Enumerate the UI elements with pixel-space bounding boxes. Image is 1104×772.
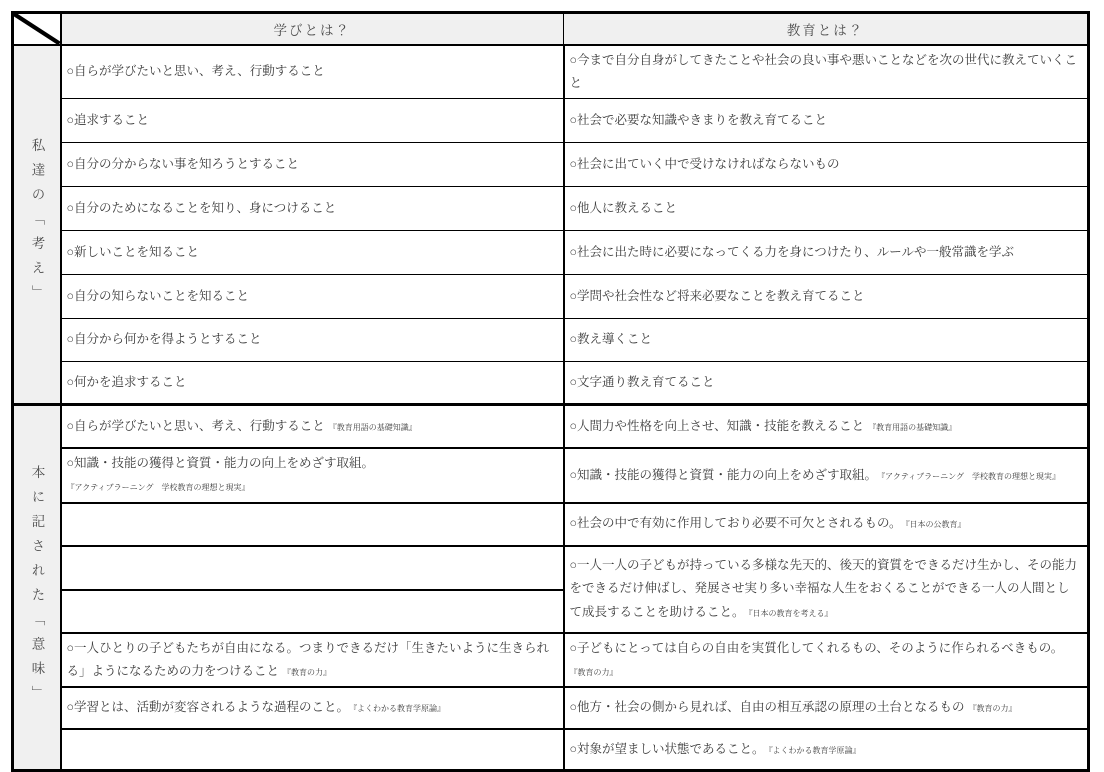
cell-learning-empty — [61, 546, 564, 590]
cell-education — [564, 142, 1089, 186]
cell-text: ○社会に出ていく中で受けなければならないもの — [569, 156, 840, 171]
cell-learning-empty — [61, 590, 564, 633]
cell-learning — [61, 45, 564, 99]
cell-text: ○他人に教えること — [569, 200, 678, 215]
diagonal-line-icon — [14, 14, 60, 44]
cell-text: ○一人一人の子どもが持っている多様な先天的、後天的資質をできるだけ生かし、その能力をできるだけ伸ばし、発展させ実り多い幸福な人生をおくることができる一人の人間として成長することを助けること。 — [569, 558, 1078, 619]
cell-learning — [61, 274, 564, 318]
cell-education — [564, 687, 1089, 729]
cell-education — [564, 729, 1089, 771]
cell-education — [564, 318, 1089, 361]
cell-learning — [61, 186, 564, 230]
table-row — [13, 687, 1089, 729]
cell-education-merged — [564, 546, 1089, 633]
cell-text: ○自らが学びたいと思い、考え、行動すること — [66, 64, 325, 79]
table-row — [13, 546, 1089, 590]
cell-text: ○何かを追求すること — [66, 374, 187, 389]
header-row — [13, 13, 1089, 45]
citation-label: 『よくわかる教育学原論』 — [768, 745, 861, 755]
cell-text: ○新しいことを知ること — [66, 244, 200, 259]
cell-education — [564, 503, 1089, 546]
table-row — [13, 98, 1089, 142]
cell-education — [564, 230, 1089, 274]
cell-text: ○文字通り教え育てること — [569, 374, 715, 389]
cell-text: ○社会の中で有効に作用しており必要不可欠とされるもの。 — [569, 516, 902, 531]
table-row — [13, 142, 1089, 186]
cell-text: ○社会に出た時に必要になってくる力を身につけたり、ルールや一般常識を学ぶ — [569, 244, 1015, 259]
table-row — [13, 186, 1089, 230]
cell-text: ○知識・技能の獲得と資質・能力の向上をめざす取組。 — [66, 456, 375, 471]
row-group-label: 私達の「考え」 — [29, 138, 45, 310]
citation-label: 『よくわかる教育学原論』 — [353, 704, 446, 714]
cell-education — [564, 45, 1089, 99]
table-row — [13, 404, 1089, 448]
comparison-table — [11, 11, 1090, 772]
citation-label: 『教育用語の基礎知識』 — [868, 422, 957, 432]
cell-text: ○自分の分からない事を知ろうとすること — [66, 156, 300, 171]
table-row — [13, 318, 1089, 361]
citation-label: 『教育の力』 — [283, 667, 332, 677]
cell-text: ○社会で必要な知識やきまりを教え育てること — [569, 112, 828, 127]
table-row — [13, 45, 1089, 99]
cell-text: ○知識・技能の獲得と資質・能力の向上をめざす取組。 — [569, 467, 878, 482]
cell-education — [564, 186, 1089, 230]
cell-learning — [61, 687, 564, 729]
cell-education — [564, 98, 1089, 142]
table-row — [13, 729, 1089, 771]
cell-learning — [61, 404, 564, 448]
table-row — [13, 361, 1089, 404]
row-group-header-book-meanings — [13, 404, 61, 771]
cell-learning — [61, 633, 564, 687]
cell-text: ○自分のためになることを知り、身につけること — [66, 200, 337, 215]
cell-text: ○追求すること — [66, 112, 150, 127]
table-row — [13, 503, 1089, 546]
cell-text: ○対象が望ましい状態であること。 — [569, 741, 765, 756]
cell-learning — [61, 361, 564, 404]
cell-learning — [61, 142, 564, 186]
citation-label: 『アクティブラーニング 学校教育の理想と現実』 — [70, 483, 250, 493]
column-header-education: 教育とは？ — [564, 13, 1089, 45]
table-row — [13, 633, 1089, 687]
table-row — [13, 230, 1089, 274]
cell-learning — [61, 318, 564, 361]
cell-text: ○学習とは、活動が変容されるような過程のこと。 — [66, 700, 350, 715]
cell-text: ○子どもにとっては自らの自由を実質化してくれるもの、そのように作られるべきもの。 — [569, 640, 1064, 655]
cell-text: ○自分から何かを得ようとすること — [66, 332, 262, 347]
cell-learning-empty — [61, 503, 564, 546]
cell-learning-empty — [61, 729, 564, 771]
citation-label: 『教育の力』 — [968, 704, 1017, 714]
row-group-label: 本に記された「意味」 — [29, 465, 45, 710]
cell-learning — [61, 230, 564, 274]
cell-text: ○教え導くこと — [569, 332, 653, 347]
cell-text: ○他方・社会の側から見れば、自由の相互承認の原理の土台となるもの — [569, 700, 965, 715]
citation-label: 『教育の力』 — [573, 667, 618, 677]
table-row — [13, 274, 1089, 318]
citation-label: 『日本の公教育』 — [905, 520, 966, 530]
cell-text: ○人間力や性格を向上させ、知識・技能を教えること — [569, 418, 865, 433]
corner-cell — [13, 13, 61, 45]
row-group-header-our-thoughts — [13, 45, 61, 405]
cell-education — [564, 633, 1089, 687]
citation-label: 『アクティブラーニング 学校教育の理想と現実』 — [881, 471, 1061, 481]
cell-learning — [61, 448, 564, 502]
cell-text: ○今まで自分自身がしてきたことや社会の良い事や悪いことなどを次の世代に教えていくこと — [569, 52, 1078, 90]
cell-education — [564, 274, 1089, 318]
cell-education — [564, 448, 1089, 502]
citation-label: 『教育用語の基礎知識』 — [328, 422, 417, 432]
citation-label: 『日本の教育を考える』 — [748, 608, 833, 618]
cell-text: ○自らが学びたいと思い、考え、行動すること — [66, 418, 325, 433]
column-header-learning: 学びとは？ — [61, 13, 564, 45]
cell-text: ○自分の知らないことを知ること — [66, 288, 250, 303]
cell-education — [564, 361, 1089, 404]
cell-text: ○学問や社会性など将来必要なことを教え育てること — [569, 288, 865, 303]
cell-learning — [61, 98, 564, 142]
cell-education — [564, 404, 1089, 448]
cell-text: ○一人ひとりの子どもたちが自由になる。つまりできるだけ「生きたいように生きられる」ようになるための力をつけること — [66, 640, 550, 678]
table-row — [13, 448, 1089, 502]
